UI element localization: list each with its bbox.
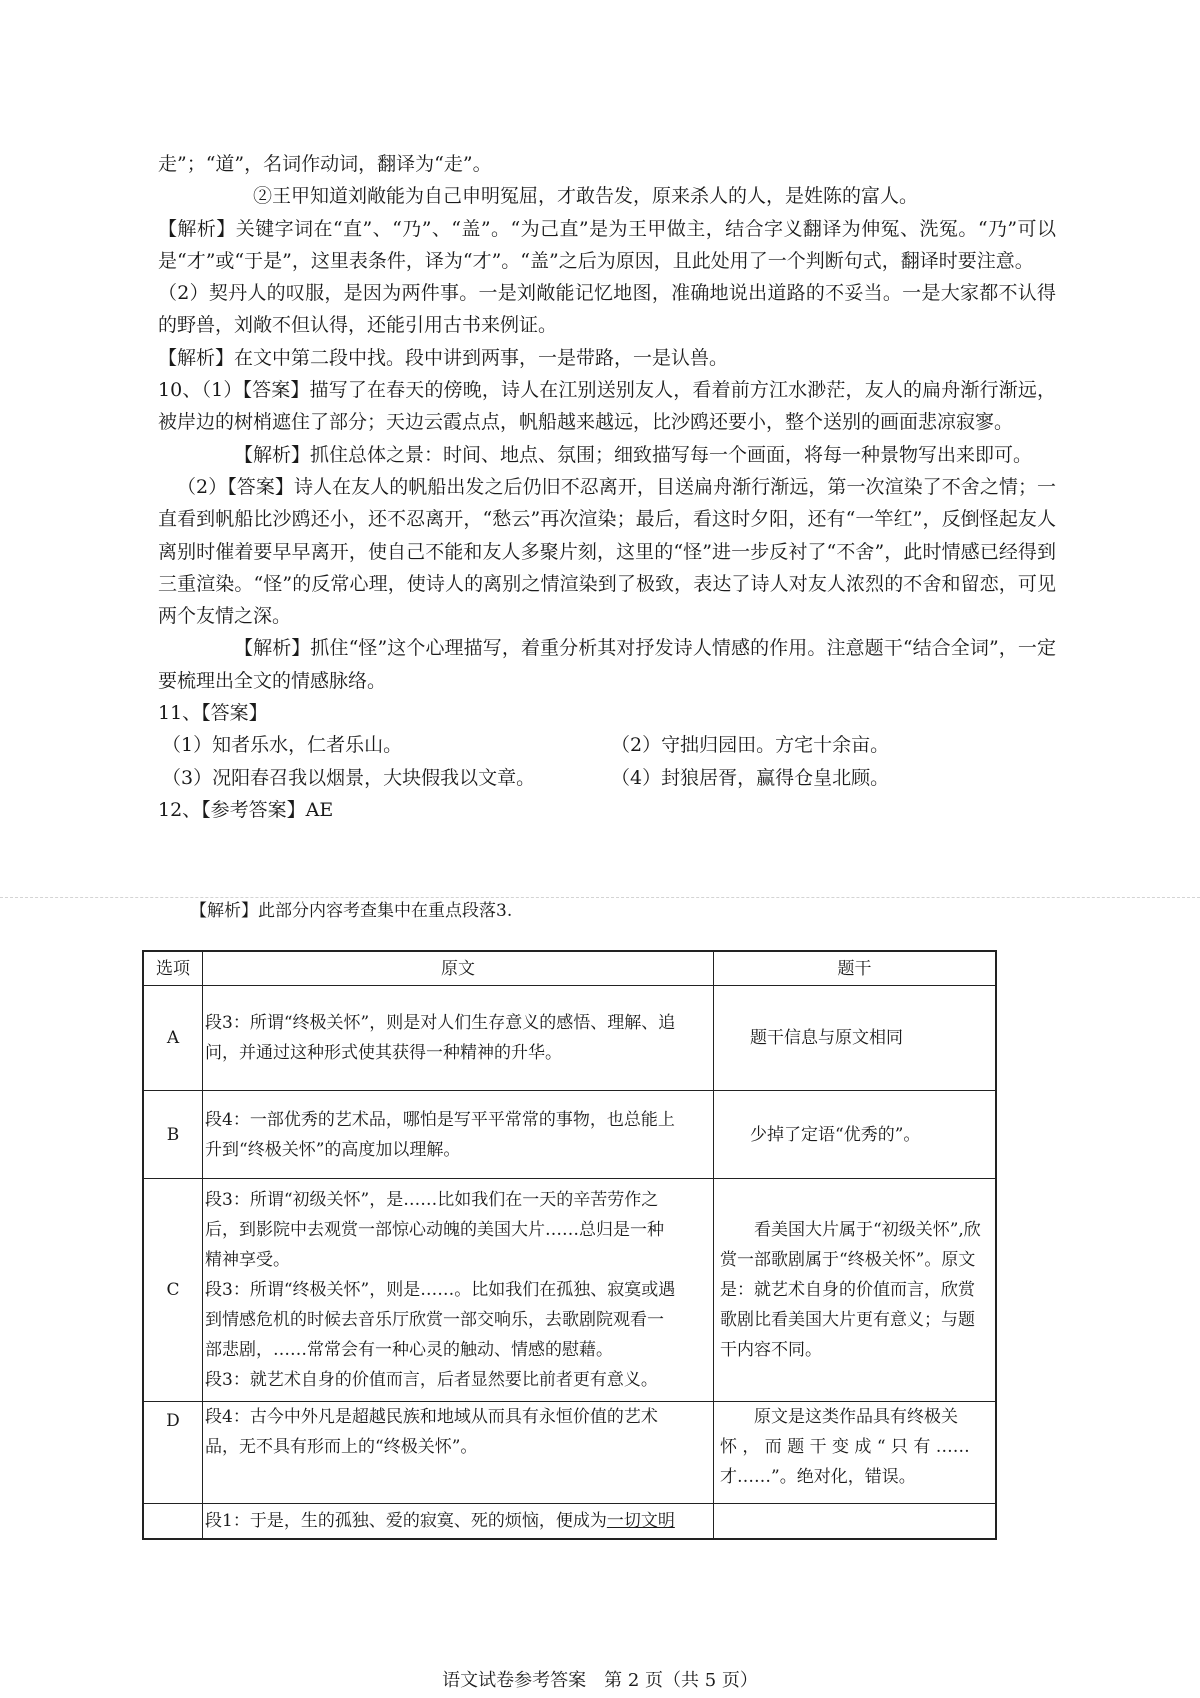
header-original: 原文 (203, 951, 714, 986)
stem-cell (714, 1504, 997, 1540)
q11-answer-1: （1）知者乐水，仁者乐山。 (162, 734, 403, 757)
option-cell (143, 1504, 203, 1540)
option-cell: C (143, 1179, 203, 1402)
line-q9-2-answer: ②王甲知道刘敞能为自己申明冤屈，才敢告发，原来杀人的人，是姓陈的富人。 (253, 185, 919, 208)
cell-line: 看美国大片属于“初级关怀”,欣 (754, 1220, 981, 1240)
original-cell (203, 1091, 714, 1179)
line-q10-1-answer: 10、（1）【答案】描写了在春天的傍晚，诗人在江别送别友人，看着前方江水渺茫，友人的扁舟渐行渐远，被岸边的树梢遮住了部分；天边云霞点点，帆船越来越远，比沙鸥还要小，整个送别的画面悲凉寂寥。 (158, 379, 1056, 434)
cell-line: 升到“终极关怀”的高度加以理解。 (205, 1139, 461, 1160)
cell-line: 段4：一部优秀的艺术品，哪怕是写平平常常的事物，也总能上 (205, 1109, 675, 1130)
cell-line: 段3：就艺术自身的价值而言，后者显然要比前者更有意义。 (205, 1370, 658, 1390)
table-row (143, 986, 996, 1091)
option-cell: B (143, 1091, 203, 1179)
cell-line: 少掉了定语“优秀的”。 (750, 1124, 921, 1145)
original-cell (203, 1179, 714, 1402)
option-cell: D (143, 1402, 203, 1504)
line-q10-2-answer: （2）【答案】诗人在友人的帆船出发之后仍旧不忍离开，目送扁舟渐行渐远，第一次渲染了不舍之情；一直看到帆船比沙鸥还小，还不忍离开，“愁云”再次渲染；最后，看这时夕阳，还有“一竿红”，反倒怪起友人离别时催着要早早离开，使自己不能和友人多聚片刻，这里的“怪”进一步反衬了“不舍”，此时情感已经得到三重渲染。“怪”的反常心理，使诗人的离别之情渲染到了极致，表达了诗人对友人浓烈的不舍和留恋，可见两个友情之深。 (158, 475, 1056, 628)
table-row (143, 1402, 996, 1504)
stem-cell (714, 1402, 997, 1504)
table-row (143, 1091, 996, 1179)
table-row (143, 1504, 996, 1540)
line-q9-1-tail: 走”；“道”，名词作动词，翻译为“走”。 (158, 153, 492, 175)
line-q9-3-answer: （2）契丹人的叹服，是因为两件事。一是刘敞能记忆地图，准确地说出道路的不妥当。一是大家都不认得的野兽，刘敞不但认得，还能引用古书来例证。 (158, 282, 1056, 337)
cell-line: 部悲剧，……常常会有一种心灵的触动、情感的慰藉。 (205, 1340, 613, 1360)
q11-answer-3: （3）况阳春召我以烟景，大块假我以文章。 (162, 766, 536, 789)
q11-answer-4: （4）封狼居胥，赢得仓皇北顾。 (611, 766, 890, 789)
cell-text-underlined: 一切文明 (606, 1511, 675, 1531)
cell-line: 怀 ， 而 题 干 变 成 “ 只 有 …… (720, 1437, 970, 1457)
header-option: 选项 (143, 951, 203, 986)
cell-line: 问，并通过这种形式使其获得一种精神的升华。 (205, 1043, 562, 1063)
q11-answers-row-1 (158, 729, 1056, 761)
header-stem: 题干 (714, 951, 997, 986)
cell-line: 段3：所谓“终极关怀”，则是……。比如我们在孤独、寂寞或遇 (205, 1280, 676, 1300)
line-q12-analysis: 【解析】此部分内容考查集中在重点段落3. (190, 901, 513, 921)
fold-divider (0, 897, 1200, 898)
cell-line: 段3：所谓“终极关怀”，则是对人们生存意义的感悟、理解、追 (205, 1013, 676, 1033)
original-cell (203, 986, 714, 1091)
option-cell: A (143, 986, 203, 1091)
original-cell (203, 1504, 714, 1540)
line-q10-2-analysis: 【解析】抓住“怪”这个心理描写，着重分析其对抒发诗人情感的作用。注意题干“结合全词”，一定要梳理出全文的情感脉络。 (158, 637, 1056, 692)
answer-text (158, 148, 1056, 826)
stem-cell (714, 1179, 997, 1402)
original-cell (203, 1402, 714, 1504)
cell-line: 题干信息与原文相同 (750, 1028, 903, 1048)
line-q12-answer: 12、【参考答案】AE (158, 798, 334, 821)
stem-cell (714, 986, 997, 1091)
cell-line: 段3：所谓“初级关怀”，是……比如我们在一天的辛苦劳作之 (205, 1190, 659, 1210)
cell-line: 赏一部歌剧属于“终极关怀”。原文 (720, 1250, 976, 1270)
stem-cell (714, 1091, 997, 1179)
line-q11-heading: 11、【答案】 (158, 702, 268, 725)
cell-line: 是：就艺术自身的价值而言，欣赏 (720, 1280, 975, 1300)
cell-line: 才……”。绝对化，错误。 (720, 1467, 916, 1487)
cell-line: 品，无不具有形而上的“终极关怀”。 (205, 1437, 478, 1457)
cell-line: 后，到影院中去观赏一部惊心动魄的美国大片……总归是一种 (205, 1220, 664, 1240)
line-q10-1-analysis: 【解析】抓住总体之景：时间、地点、氛围；细致描写每一个画面，将每一种景物写出来即可。 (234, 443, 1033, 466)
line-q9-2-analysis: 【解析】关键字词在“直”、“乃”、“盖”。“为己直”是为王甲做主，结合字义翻译为伸冤、洗冤。“乃”可以是“才”或“于是”，这里表条件，译为“才”。“盖”之后为原因，且此处用了一个判断句式，翻译时要注意。 (158, 217, 1056, 272)
page-footer: 语文试卷参考答案 第 2 页（共 5 页） (442, 1670, 758, 1691)
cell-line: 到情感危机的时候去音乐厅欣赏一部交响乐，去歌剧院观看一 (205, 1310, 664, 1330)
q11-answers-row-2 (158, 762, 1056, 794)
cell-line: 歌剧比看美国大片更有意义；与题 (720, 1310, 975, 1330)
cell-text: 段1：于是，生的孤独、爱的寂寞、死的烦恼，便成为 (205, 1511, 607, 1531)
cell-line: 段4：古今中外凡是超越民族和地域从而具有永恒价值的艺术 (205, 1407, 658, 1427)
table-header-row (143, 951, 996, 986)
table-row (143, 1179, 996, 1402)
analysis-table (142, 950, 997, 1540)
cell-line: 干内容不同。 (720, 1340, 822, 1360)
cell-line: 精神享受。 (205, 1250, 290, 1270)
q11-answer-2: （2）守拙归园田。方宅十余亩。 (611, 734, 890, 757)
line-q9-3-analysis: 【解析】在文中第二段中找。段中讲到两事，一是带路，一是认兽。 (158, 346, 729, 369)
cell-line: 原文是这类作品具有终极关 (754, 1407, 958, 1427)
